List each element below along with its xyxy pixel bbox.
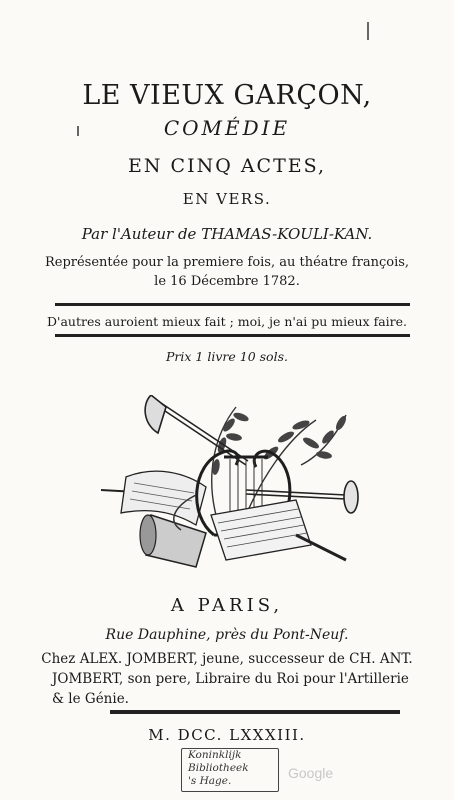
acts-label: EN CINQ ACTES, xyxy=(128,155,326,177)
imprint-street: Rue Dauphine, près du Pont-Neuf. xyxy=(105,627,349,643)
lyre-ornament-icon xyxy=(96,395,362,570)
library-stamp xyxy=(181,748,279,792)
author-line: Par l'Auteur de THAMAS-KOULI-KAN. xyxy=(81,225,373,243)
ink-speck xyxy=(367,22,369,40)
bottom-rule xyxy=(55,334,410,337)
genre-label: COMÉDIE xyxy=(163,116,291,140)
verse-label: EN VERS. xyxy=(182,190,272,208)
imprint-rule xyxy=(110,710,400,714)
imprint-line-2: JOMBERT, son pere, Libraire du Roi pour l'Artillerie xyxy=(52,671,409,687)
play-title: LE VIEUX GARÇON, xyxy=(82,80,372,111)
imprint-city: A PARIS, xyxy=(170,595,284,616)
publication-year: M. DCC. LXXXIII. xyxy=(148,726,306,744)
top-rule xyxy=(55,303,410,306)
stamp-line-3: 's Hage. xyxy=(188,775,232,787)
imprint-line-3: & le Génie. xyxy=(52,691,129,707)
stamp-line-2: Bibliotheek xyxy=(188,762,249,774)
price-line: Prix 1 livre 10 sols. xyxy=(166,349,288,364)
performance-line-2: le 16 Décembre 1782. xyxy=(154,274,300,289)
performance-line-1: Représentée pour la premiere fois, au théatre françois, xyxy=(44,255,410,270)
motto: D'autres auroient mieux fait ; moi, je n'ai pu mieux faire. xyxy=(46,314,408,329)
google-watermark: Google xyxy=(288,765,334,781)
stamp-line-1: Koninklijk xyxy=(188,749,242,761)
imprint-line-1: Chez ALEX. JOMBERT, jeune, successeur de CH. ANT. xyxy=(41,651,413,667)
